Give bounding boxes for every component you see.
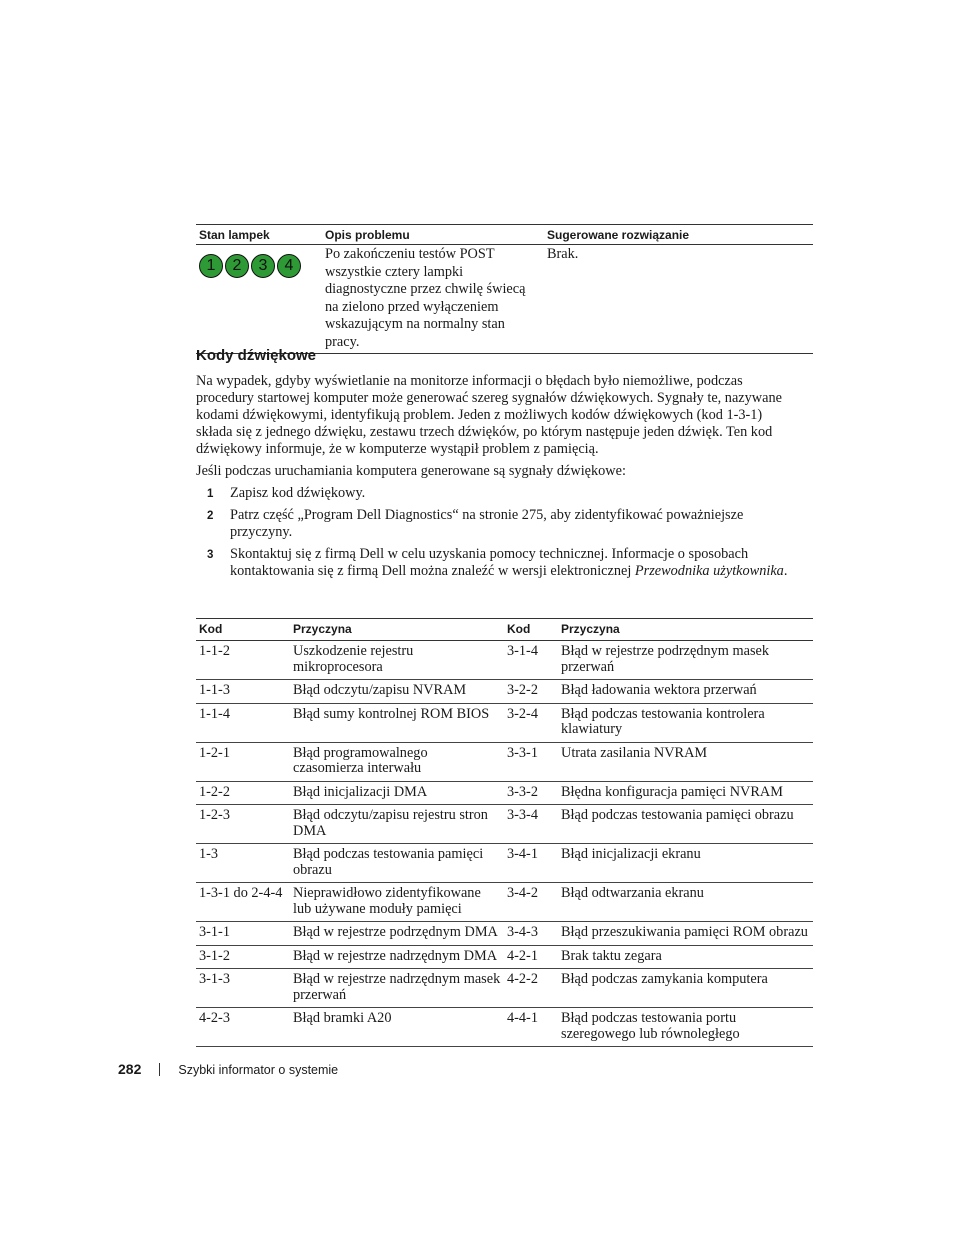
beep-cause: Błąd w rejestrze nadrzędnym masek przerwań bbox=[290, 969, 504, 1008]
beep-code: 3-2-2 bbox=[504, 680, 558, 704]
beep-code: 3-3-4 bbox=[504, 805, 558, 844]
beep-cause: Błędna konfiguracja pamięci NVRAM bbox=[558, 781, 813, 805]
section-heading: Kody dźwiękowe bbox=[196, 347, 317, 364]
table-row bbox=[196, 742, 813, 781]
beep-code: 1-3-1 do 2-4-4 bbox=[196, 883, 290, 922]
diagnostic-lights bbox=[199, 246, 319, 278]
led-table-header: Opis problemu bbox=[322, 225, 544, 245]
beep-cause: Błąd przeszukiwania pamięci ROM obrazu bbox=[558, 922, 813, 946]
list-item bbox=[196, 507, 796, 541]
beep-cause: Utrata zasilania NVRAM bbox=[558, 742, 813, 781]
intro-paragraph: Na wypadek, gdyby wyświetlanie na monitorze informacji o błędach było niemożliwe, podczas procedury startowej komputer może generować szereg sygnałów dźwiękowych. Sygnały te, nazywane kodami dźwiękowymi, identyfikują problem. Jeden z możliwych kodów dźwiękowych (kod 1-3-1) składa się z jednego dźwięku, zestawu trzech dźwięków, po którym następuje jeden dźwięk. Ten kod dźwiękowy informuje, że w komputerze wystąpił problem z pamięcią. bbox=[196, 373, 782, 457]
beep-cause: Błąd w rejestrze podrzędnym masek przerwań bbox=[558, 641, 813, 680]
beep-code: 4-2-3 bbox=[196, 1008, 290, 1047]
beep-cause: Błąd inicjalizacji ekranu bbox=[558, 844, 813, 883]
beep-code: 4-4-1 bbox=[504, 1008, 558, 1047]
diagnostic-light-icon: 1 bbox=[199, 254, 223, 278]
diagnostic-light-icon: 2 bbox=[225, 254, 249, 278]
step-text bbox=[230, 546, 796, 580]
beep-code: 3-1-4 bbox=[504, 641, 558, 680]
beep-cause: Nieprawidłowo zidentyfikowane lub używane moduły pamięci bbox=[290, 883, 504, 922]
beep-cause: Błąd w rejestrze podrzędnym DMA bbox=[290, 922, 504, 946]
manual-title: Przewodnika użytkownika bbox=[634, 563, 784, 579]
led-indicator-cell bbox=[196, 245, 322, 354]
beep-cause: Uszkodzenie rejestru mikroprocesora bbox=[290, 641, 504, 680]
table-row bbox=[196, 922, 813, 946]
suggested-solution: Brak. bbox=[544, 245, 813, 354]
beep-code: 3-3-2 bbox=[504, 781, 558, 805]
codes-table-header-row bbox=[196, 619, 813, 641]
table-row bbox=[196, 969, 813, 1008]
beep-cause: Błąd sumy kontrolnej ROM BIOS bbox=[290, 703, 504, 742]
beep-code: 1-1-3 bbox=[196, 680, 290, 704]
beep-cause: Błąd odtwarzania ekranu bbox=[558, 883, 813, 922]
beep-code: 4-2-2 bbox=[504, 969, 558, 1008]
beep-code: 3-3-1 bbox=[504, 742, 558, 781]
beep-cause: Błąd podczas testowania pamięci obrazu bbox=[558, 805, 813, 844]
problem-description: Po zakończeniu testów POST wszystkie cztery lampki diagnostyczne przez chwilę świecą na zielono przed wyłączeniem wskazującym na normalny stan pracy. bbox=[322, 245, 544, 354]
beep-code: 3-2-4 bbox=[504, 703, 558, 742]
beep-cause: Błąd bramki A20 bbox=[290, 1008, 504, 1047]
step-number: 3 bbox=[207, 549, 214, 561]
beep-code: 3-4-2 bbox=[504, 883, 558, 922]
beep-code: 3-1-1 bbox=[196, 922, 290, 946]
beep-codes-table bbox=[196, 618, 813, 1047]
beep-cause: Błąd programowalnego czasomierza interwału bbox=[290, 742, 504, 781]
led-table-header-row bbox=[196, 225, 813, 245]
table-row bbox=[196, 641, 813, 680]
codes-table-header: Przyczyna bbox=[290, 619, 504, 641]
table-row bbox=[196, 883, 813, 922]
diagnostic-light-icon: 4 bbox=[277, 254, 301, 278]
beep-code: 4-2-1 bbox=[504, 945, 558, 969]
codes-table-header: Kod bbox=[504, 619, 558, 641]
beep-code: 3-1-2 bbox=[196, 945, 290, 969]
table-row bbox=[196, 703, 813, 742]
beep-code: 1-2-2 bbox=[196, 781, 290, 805]
table-row bbox=[196, 1008, 813, 1047]
beep-cause: Błąd podczas testowania pamięci obrazu bbox=[290, 844, 504, 883]
beep-code: 3-1-3 bbox=[196, 969, 290, 1008]
beep-code: 1-2-3 bbox=[196, 805, 290, 844]
list-item bbox=[196, 546, 796, 580]
step-text: Zapisz kod dźwiękowy. bbox=[230, 485, 366, 501]
table-row bbox=[196, 844, 813, 883]
beep-cause: Błąd odczytu/zapisu rejestru stron DMA bbox=[290, 805, 504, 844]
step-number: 1 bbox=[207, 488, 214, 500]
beep-code: 1-1-2 bbox=[196, 641, 290, 680]
footer-separator bbox=[159, 1063, 160, 1076]
beep-cause: Błąd ładowania wektora przerwań bbox=[558, 680, 813, 704]
table-row bbox=[196, 680, 813, 704]
codes-table-body bbox=[196, 641, 813, 1047]
led-status-table bbox=[196, 224, 813, 354]
beep-code: 3-4-3 bbox=[504, 922, 558, 946]
beep-cause: Błąd podczas zamykania komputera bbox=[558, 969, 813, 1008]
beep-code: 3-4-1 bbox=[504, 844, 558, 883]
step-text-tail: . bbox=[783, 563, 788, 579]
page-footer bbox=[118, 1061, 338, 1077]
beep-cause: Brak taktu zegara bbox=[558, 945, 813, 969]
led-table-header: Sugerowane rozwiązanie bbox=[544, 225, 813, 245]
beep-code: 1-1-4 bbox=[196, 703, 290, 742]
step-number: 2 bbox=[207, 510, 214, 522]
list-item bbox=[196, 485, 796, 502]
diagnostic-light-icon: 3 bbox=[251, 254, 275, 278]
beep-code: 1-3 bbox=[196, 844, 290, 883]
beep-cause: Błąd podczas testowania portu szeregowego lub równoległego bbox=[558, 1008, 813, 1047]
codes-table-header: Kod bbox=[196, 619, 290, 641]
codes-table-header: Przyczyna bbox=[558, 619, 813, 641]
footer-title: Szybki informator o systemie bbox=[178, 1063, 339, 1077]
beep-code: 1-2-1 bbox=[196, 742, 290, 781]
step-text: Patrz część „Program Dell Diagnostics“ na stronie 275, aby zidentyfikować poważniejsze przyczyny. bbox=[230, 507, 744, 540]
page-number: 282 bbox=[118, 1061, 142, 1077]
table-row bbox=[196, 245, 813, 354]
table-row bbox=[196, 781, 813, 805]
step-text-main: Skontaktuj się z firmą Dell w celu uzyskania pomocy technicznej. Informacje o sposobach kontaktowania się z firmą Dell można znaleźć w wersji elektronicznej bbox=[230, 546, 749, 579]
table-row bbox=[196, 805, 813, 844]
table-row bbox=[196, 945, 813, 969]
beep-cause: Błąd w rejestrze nadrzędnym DMA bbox=[290, 945, 504, 969]
beep-cause: Błąd podczas testowania kontrolera klawiatury bbox=[558, 703, 813, 742]
beep-cause: Błąd inicjalizacji DMA bbox=[290, 781, 504, 805]
steps-intro-paragraph: Jeśli podczas uruchamiania komputera generowane są sygnały dźwiękowe: bbox=[196, 463, 626, 479]
led-table-header: Stan lampek bbox=[196, 225, 322, 245]
beep-cause: Błąd odczytu/zapisu NVRAM bbox=[290, 680, 504, 704]
